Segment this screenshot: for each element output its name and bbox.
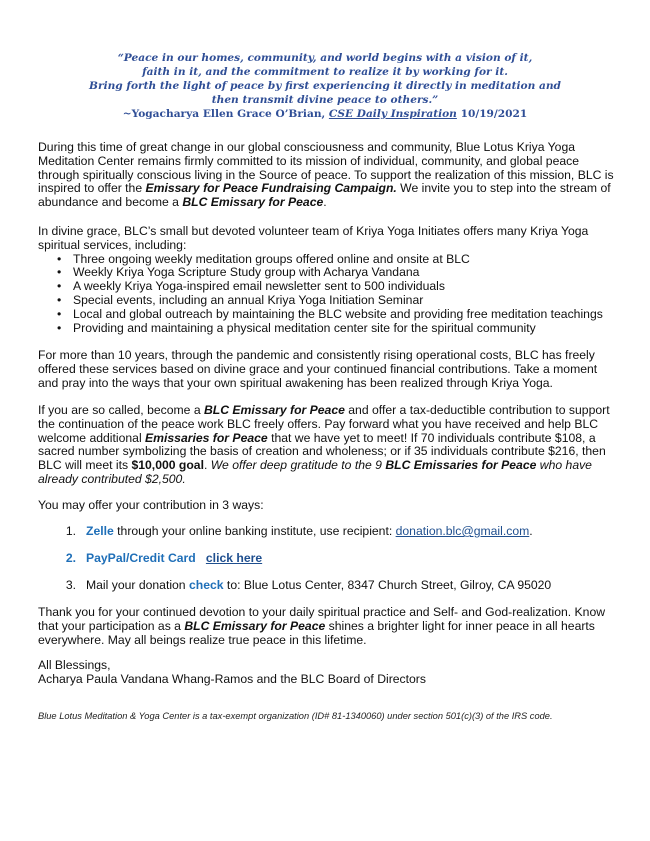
goal-amount: $10,000 goal bbox=[131, 458, 204, 473]
list-number: 3. bbox=[65, 578, 76, 592]
history-paragraph: For more than 10 years, through the pandemic and consistently rising operational costs, BLC has freely offered these services based on divine grace and your continued financial contributions. Take a moment and pray into the ways that your own spiritual awakening has been realized through Kriya Yoga. bbox=[38, 348, 598, 390]
closing-salutation: All Blessings, bbox=[38, 658, 111, 672]
text: . bbox=[323, 195, 327, 210]
text: Thank you for your continued devotion to your daily spiritual practice and Self- and God-realization. Know that your participation as a bbox=[38, 605, 606, 633]
attribution-date: 10/19/2021 bbox=[456, 108, 528, 120]
quote-line: then transmit divine peace to others.” bbox=[211, 94, 439, 106]
quote-line: “Peace in our homes, community, and world begins with a vision of it, bbox=[117, 52, 533, 64]
text: . bbox=[529, 524, 533, 538]
ways-intro: You may offer your contribution in 3 ways: bbox=[38, 498, 264, 512]
list-item: • Three ongoing weekly meditation groups offered online and onsite at BLC bbox=[38, 253, 618, 267]
way-check bbox=[38, 579, 618, 593]
emissaries-term: BLC Emissaries for Peace bbox=[385, 458, 537, 473]
text: We offer deep gratitude to the 9 bbox=[210, 458, 386, 473]
text: who have already contributed $2,500. bbox=[38, 458, 592, 486]
closing-signature: Acharya Paula Vandana Whang-Ramos and the BLC Board of Directors bbox=[38, 671, 426, 686]
inspiration-quote bbox=[0, 51, 650, 121]
way-zelle bbox=[38, 525, 618, 539]
emissary-term: BLC Emissary for Peace bbox=[184, 618, 326, 633]
paypal-label: PayPal/Credit Card bbox=[86, 551, 196, 565]
text: If you are so called, become a bbox=[38, 403, 204, 417]
text: to: Blue Lotus Center, 8347 Church Street, Gilroy, CA 95020 bbox=[223, 578, 552, 592]
intro-paragraph bbox=[38, 141, 618, 210]
text: During this time of great change in our global consciousness and community, Blue Lotus Kriya Yoga Meditation Center remains firmly committed to its mission of individual, community, and global peace through spiritually conscious living in the Source of peace. To support the realization of this mission, BLC is inspired to offer the bbox=[38, 140, 614, 196]
quote-line: Bring forth the light of peace by first experiencing it directly in meditation and bbox=[89, 80, 561, 92]
list-number: 2. bbox=[65, 551, 76, 565]
text: Mail your donation bbox=[86, 578, 189, 592]
emissaries-term: Emissaries for Peace bbox=[145, 430, 268, 445]
quote-attribution bbox=[0, 107, 650, 121]
closing bbox=[38, 659, 618, 687]
email-link[interactable]: donation.blc@gmail.com bbox=[395, 524, 530, 538]
emissary-term: BLC Emissary for Peace bbox=[182, 195, 324, 210]
list-item: • Weekly Kriya Yoga Scripture Study group with Acharya Vandana bbox=[38, 266, 618, 280]
campaign-name: Emissary for Peace Fundraising Campaign. bbox=[145, 181, 397, 196]
text: We invite you to step into the stream of abundance and become a bbox=[38, 181, 611, 210]
text: . bbox=[203, 458, 211, 473]
way-paypal bbox=[38, 552, 618, 566]
list-item: • Local and global outreach by maintaining the BLC website and providing free meditation teachings bbox=[38, 308, 618, 322]
attribution-author: ~Yogacharya Ellen Grace O’Brian, bbox=[122, 108, 329, 120]
services-paragraph bbox=[38, 225, 618, 335]
quote-line: faith in it, and the commitment to realize it by working for it. bbox=[142, 66, 508, 78]
text: shines a brighter light for inner peace in all hearts everywhere. May all beings realize true peace in this lifetime. bbox=[38, 618, 595, 647]
tax-exempt-footer: Blue Lotus Meditation & Yoga Center is a tax-exempt organization (ID# 81-1340060) under section 501(c)(3) of the IRS code. bbox=[38, 711, 553, 721]
emissary-term: BLC Emissary for Peace bbox=[203, 403, 345, 417]
text: through your online banking institute, use recipient: bbox=[113, 524, 396, 538]
attribution-source-link[interactable]: CSE Daily Inspiration bbox=[328, 108, 457, 120]
text: that we have yet to meet! If 70 individuals contribute $108, a sacred number symbolizing the basis of creation and wholeness; or if 35 individuals contribute $216, then BLC will meet its bbox=[38, 430, 606, 473]
check-label: check bbox=[188, 578, 224, 592]
list-number: 1. bbox=[65, 524, 76, 538]
services-list bbox=[38, 253, 618, 336]
list-item: • A weekly Kriya Yoga-inspired email newsletter sent to 500 individuals bbox=[38, 280, 618, 294]
thanks-paragraph bbox=[38, 606, 618, 647]
text: and offer a tax-deductible contribution to support the continuation of the peace work BLC freely offers. Pay forward what you have received and help BLC welcome additional bbox=[38, 403, 610, 445]
services-intro: In divine grace, BLC’s small but devoted volunteer team of Kriya Yoga Initiates offers many Kriya Yoga spiritual services, including: bbox=[38, 224, 589, 252]
appeal-paragraph bbox=[38, 404, 618, 487]
click-here-link[interactable]: click here bbox=[205, 551, 263, 565]
list-item: • Providing and maintaining a physical meditation center site for the spiritual community bbox=[38, 322, 618, 336]
zelle-label: Zelle bbox=[86, 524, 114, 538]
list-item: • Special events, including an annual Kriya Yoga Initiation Seminar bbox=[38, 294, 618, 308]
